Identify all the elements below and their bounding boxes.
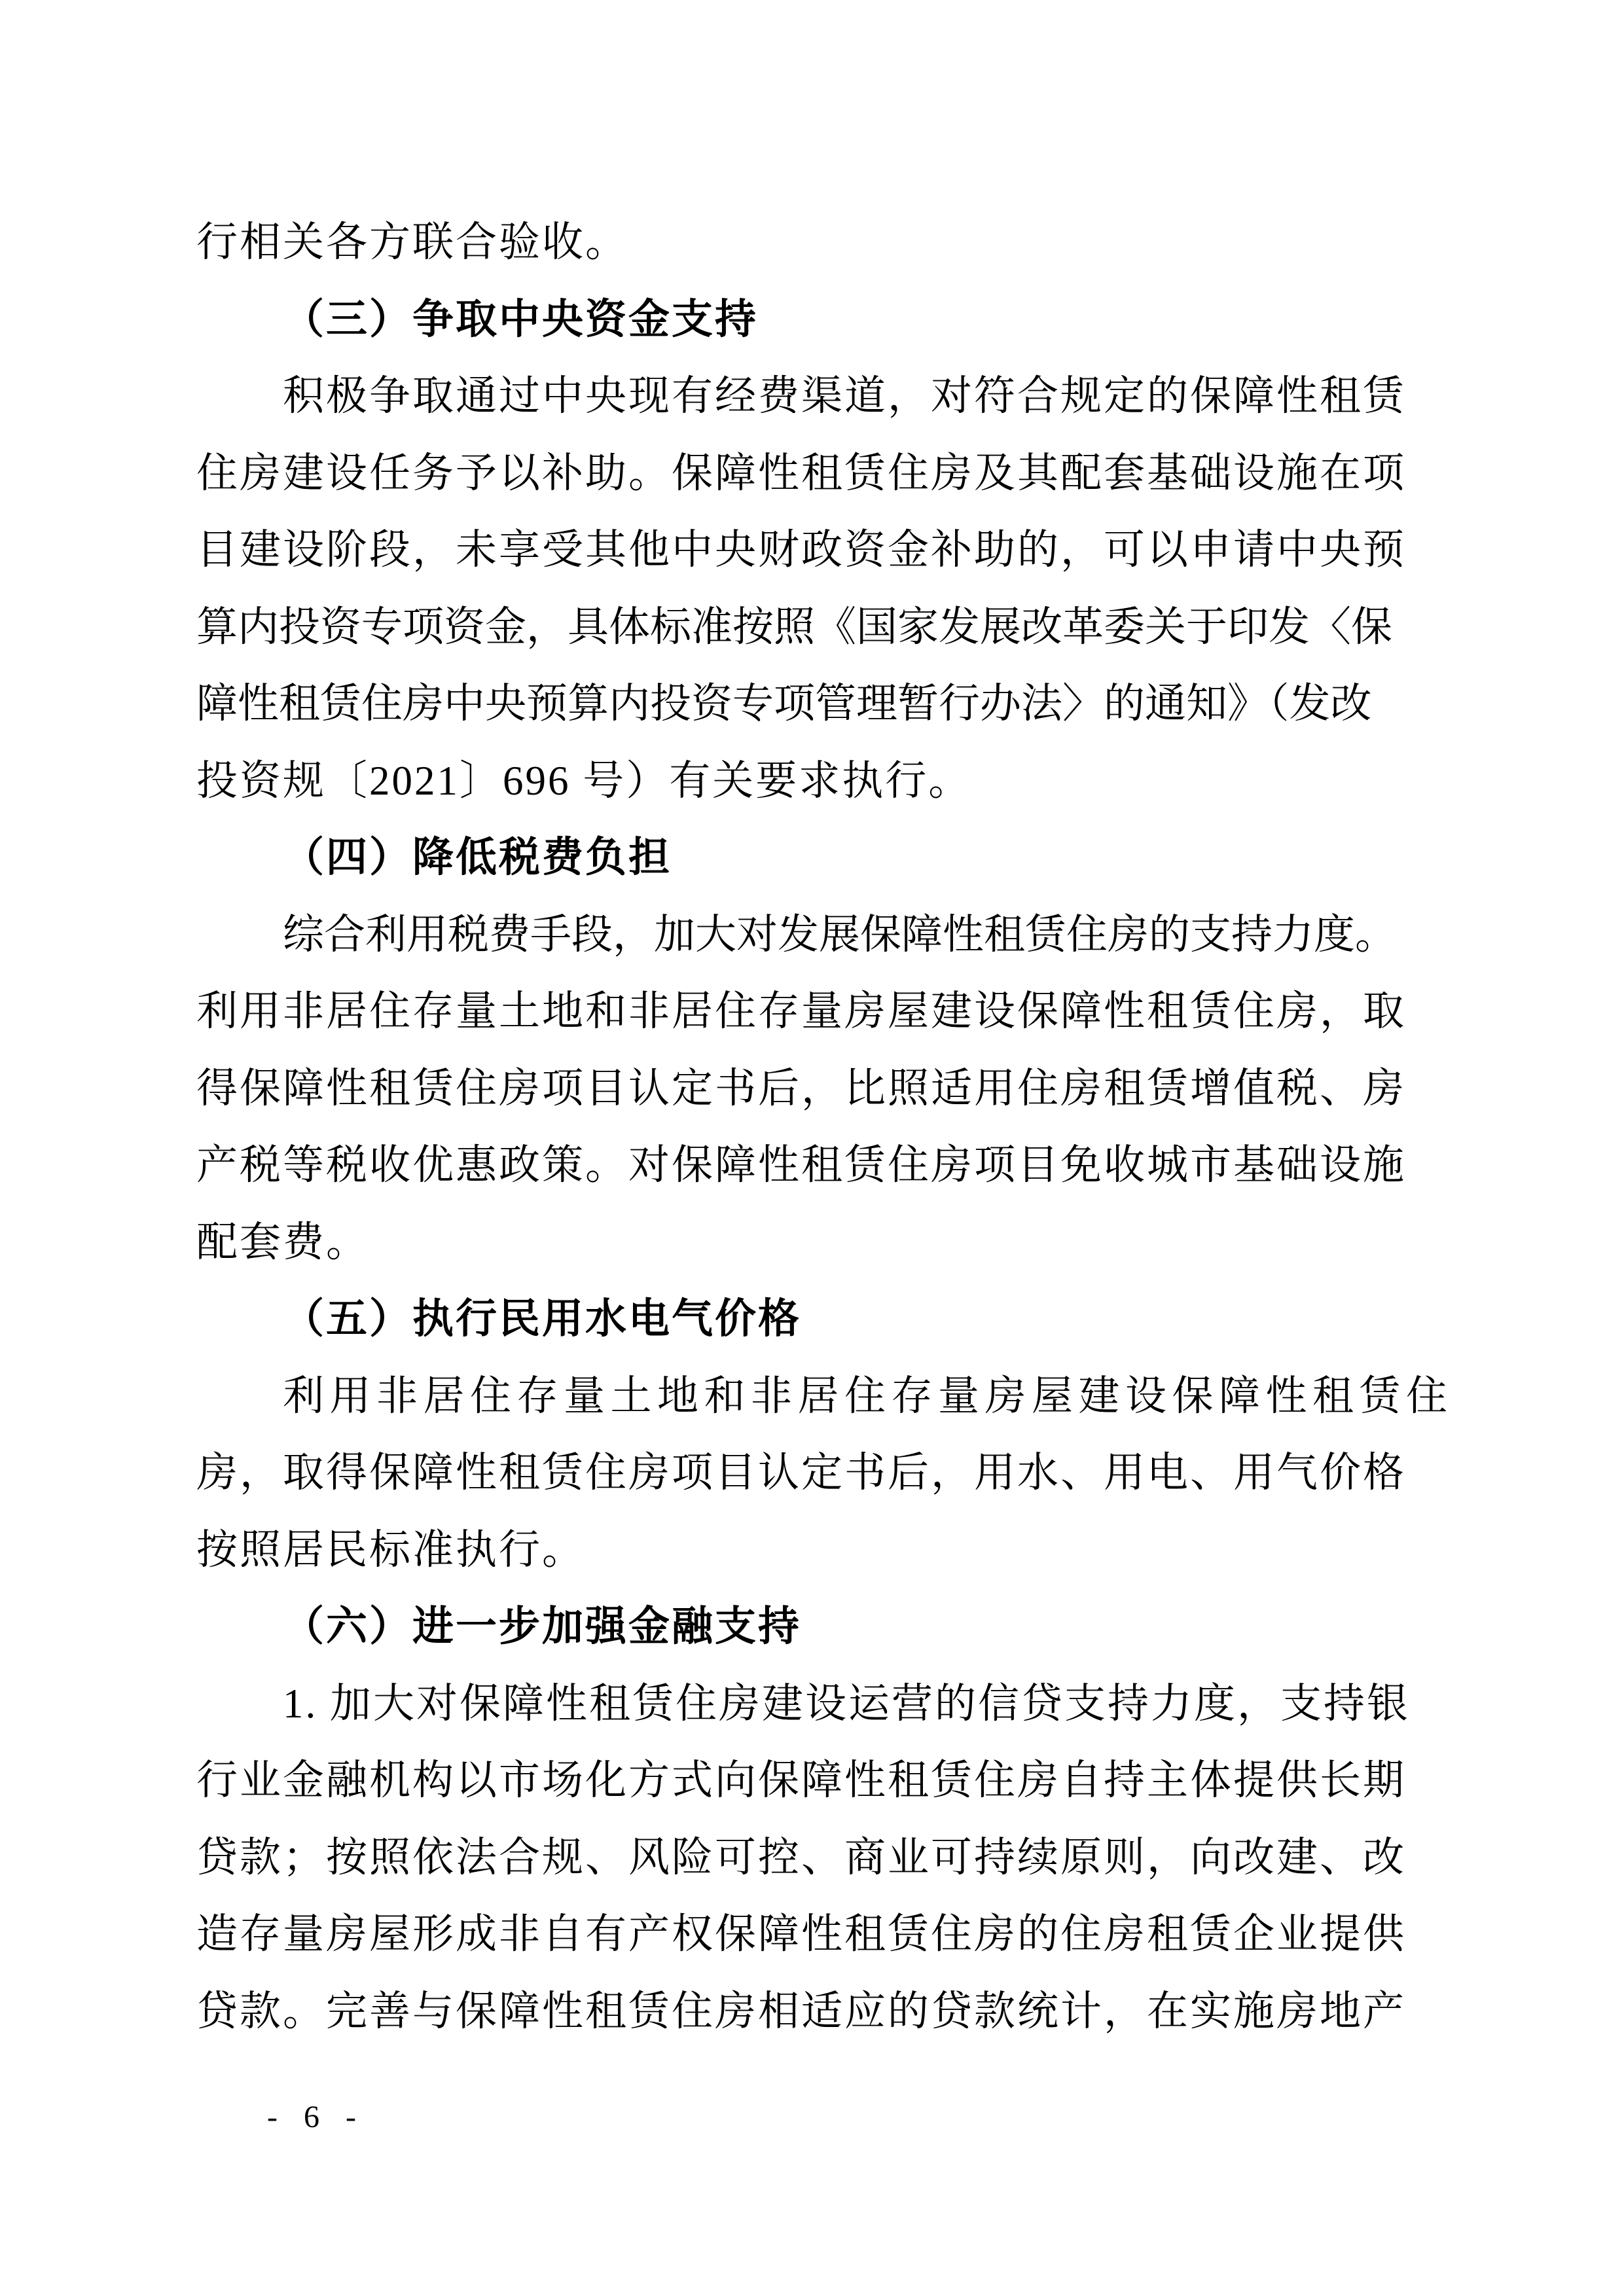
text-line: 行业金融机构以市场化方式向保障性租赁住房自持主体提供长期	[196, 1757, 1406, 1803]
text-line: 利用非居住存量土地和非居住存量房屋建设保障性租赁住	[283, 1372, 1453, 1419]
text-line: 目建设阶段，未享受其他中央财政资金补助的，可以申请中央预	[196, 527, 1406, 573]
section-heading: （五）执行民用水电气价格	[283, 1296, 801, 1342]
text-line: 行相关各方联合验收。	[196, 219, 628, 265]
text-line: 投资规〔2021〕696 号）有关要求执行。	[196, 757, 972, 804]
text-line: 得保障性租赁住房项目认定书后，比照适用住房租赁增值税、房	[196, 1065, 1406, 1111]
text-line: 造存量房屋形成非自有产权保障性租赁住房的住房租赁企业提供	[196, 1911, 1406, 1957]
text-line: 房，取得保障性租赁住房项目认定书后，用水、用电、用气价格	[196, 1450, 1406, 1496]
text-line: 积极争取通过中央现有经费渠道，对符合规定的保障性租赁	[283, 373, 1406, 419]
document-body	[196, 204, 1453, 2050]
section-heading: （三）争取中央资金支持	[283, 296, 758, 342]
text-line: 利用非居住存量土地和非居住存量房屋建设保障性租赁住房，取	[196, 988, 1406, 1034]
text-line: 配套费。	[196, 1219, 369, 1265]
text-line: 产税等税收优惠政策。对保障性租赁住房项目免收城市基础设施	[196, 1142, 1406, 1188]
section-heading: （六）进一步加强金融支持	[283, 1604, 801, 1649]
text-line: 1. 加大对保障性租赁住房建设运营的信贷支持力度，支持银	[283, 1680, 1410, 1727]
text-line: 贷款。完善与保障性租赁住房相适应的贷款统计，在实施房地产	[196, 1988, 1406, 2034]
page-number: - 6 -	[267, 2100, 365, 2134]
text-line: 按照居民标准执行。	[196, 1526, 585, 1573]
text-line: 综合利用税费手段，加大对发展保障性租赁住房的支持力度。	[283, 911, 1396, 958]
text-line: 住房建设任务予以补助。保障性租赁住房及其配套基础设施在项	[196, 450, 1406, 496]
text-line: 算内投资专项资金，具体标准按照《国家发展改革委关于印发〈保	[196, 603, 1392, 650]
text-line: 障性租赁住房中央预算内投资专项管理暂行办法〉的通知》（发改	[196, 681, 1372, 726]
section-heading: （四）降低税费负担	[283, 834, 672, 880]
text-line: 贷款；按照依法合规、风险可控、商业可持续原则，向改建、改	[196, 1834, 1406, 1880]
